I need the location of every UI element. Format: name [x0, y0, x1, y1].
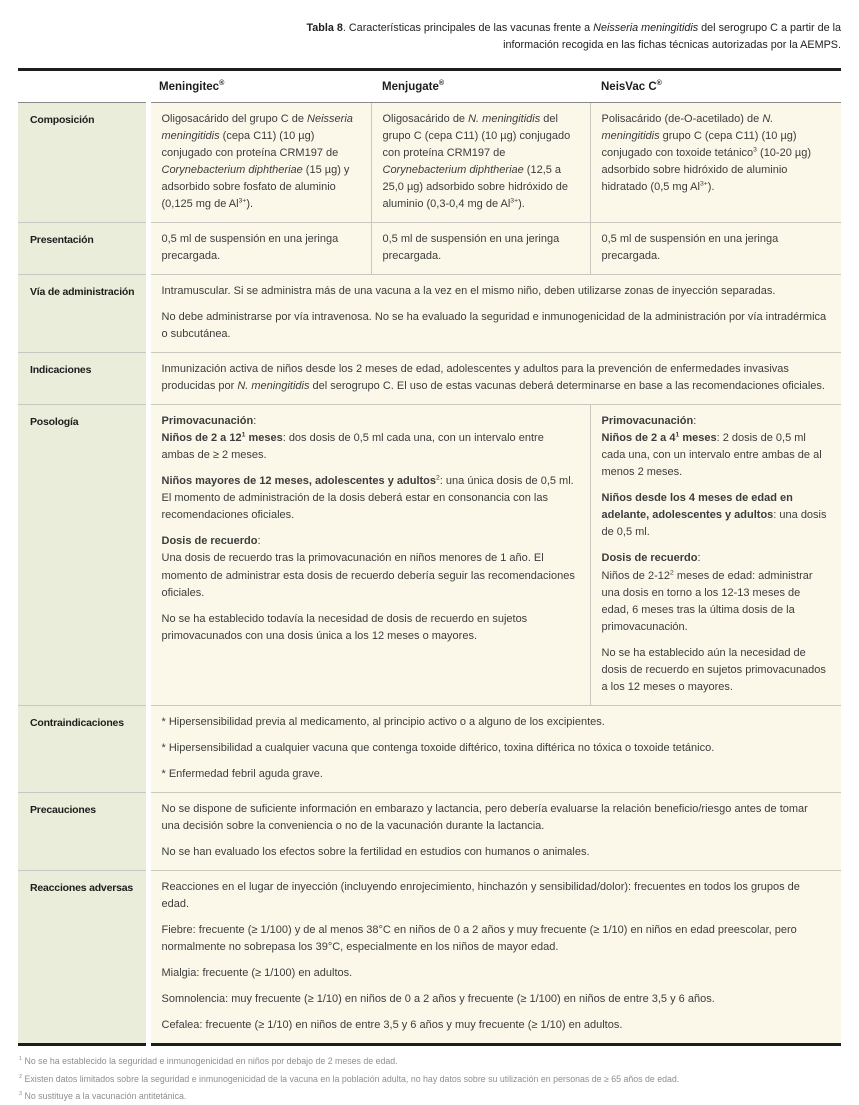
table-cell [148, 102, 371, 222]
table-title: Tabla 8. Características principales de las vacunas frente a Neisseria meningitidis del serogrupo C a partir de la información recogida en las fichas técnicas autorizadas por la AEMPS. [306, 22, 841, 52]
cell-paragraph: * Enfermedad febril aguda grave. [161, 767, 323, 780]
cell-paragraph: Oligosacárido del grupo C de Neisseria meningitidis (cepa C11) (10 µg) conjugado con proteína CRM197 de Corynebacterium diphtheriae (15 µg) y adsorbido sobre fosfato de aluminio (0,125 mg de $Al^{3+}$). [161, 112, 353, 210]
cell-paragraph: Niños mayores de 12 meses, adolescentes y adultos$^2$: una única dosis de 0,5 ml. El momento de administración de la dosis deberá estar en consonancia con las recomendaciones oficiales. [161, 474, 574, 522]
table-cell [148, 353, 841, 405]
row-label: Composición [18, 102, 148, 222]
row-label: Posología [18, 405, 148, 706]
column-header-menjugate: Menjugate® [371, 69, 590, 102]
table-cell [590, 222, 841, 274]
table-cell [148, 705, 841, 792]
header-row [18, 69, 841, 102]
table-cell [590, 405, 841, 706]
row-label: Presentación [18, 222, 148, 274]
footnote: $^3$ No sustituye a la vacunación antitetánica. [19, 1090, 187, 1101]
row-label: Vía de administración [18, 274, 148, 352]
cell-paragraph: 0,5 ml de suspensión en una jeringa precargada. [161, 232, 339, 262]
table-row [18, 353, 841, 405]
cell-paragraph: 0,5 ml de suspensión en una jeringa precargada. [382, 232, 560, 262]
table-row [18, 792, 841, 870]
table-cell [148, 792, 841, 870]
cell-paragraph: 0,5 ml de suspensión en una jeringa precargada. [601, 232, 779, 262]
table-cell [148, 222, 371, 274]
cell-paragraph: Primovacunación: Niños de 2 a $4^1$ meses: 2 dosis de 0,5 ml cada una, con un intervalo entre ambas de al menos 2 meses. [601, 415, 822, 479]
cell-paragraph: Niños desde los 4 meses de edad en adelante, adolescentes y adultos: una dosis de 0,5 ml. [601, 492, 827, 539]
cell-paragraph: Inmunización activa de niños desde los 2 meses de edad, adolescentes y adultos para la prevención de enfermedades invasivas producidas por N. meningitidis del serogrupo C. El uso de estas vacunas deberá determinarse en base a las recomendaciones oficiales. [161, 363, 825, 393]
table-cell [371, 102, 590, 222]
cell-paragraph: No debe administrarse por vía intravenosa. No se ha evaluado la seguridad e inmunogenicidad de la administración por vía intradérmica o subcutánea. [161, 310, 827, 340]
corner-cell [18, 69, 148, 102]
table-row [18, 871, 841, 1045]
table-header [18, 69, 841, 102]
cell-paragraph: Primovacunación: Niños de 2 a $12^1$ meses: dos dosis de 0,5 ml cada una, con un intervalo entre ambas de ≥ 2 meses. [161, 415, 544, 462]
cell-paragraph: No se ha establecido todavía la necesidad de dosis de recuerdo en sujetos primovacunados con una dosis única a los 12 meses o mayores. [161, 612, 528, 642]
row-label: Indicaciones [18, 353, 148, 405]
table-row [18, 705, 841, 792]
cell-paragraph: No se han evaluado los efectos sobre la fertilidad en estudios con humanos o animales. [161, 846, 590, 859]
cell-paragraph: Somnolencia: muy frecuente (≥ 1/10) en niños de 0 a 2 años y frecuente (≥ 1/100) en niños de entre 3,5 y 6 años. [161, 993, 715, 1006]
cell-paragraph: Fiebre: frecuente (≥ 1/100) y de al menos 38°C en niños de 0 a 2 años y muy frecuente (≥ 1/10) en niños en edad preescolar, pero normalmente no sobrepasa los 39°C, especialmente en los niños de mayor edad. [161, 924, 797, 954]
cell-paragraph: Dosis de recuerdo: Niños de $2-12^2$ meses de edad: administrar una dosis en torno a los 12-13 meses de edad, 6 meses tras la última dosis de la primovacunación. [601, 552, 813, 633]
column-header-meningitec: Meningitec® [148, 69, 371, 102]
footnotes [18, 1046, 841, 1104]
table-cell [148, 274, 841, 352]
cell-paragraph: Dosis de recuerdo: Una dosis de recuerdo tras la primovacunación en niños menores de 1 año. El momento de administrar esta dosis de recuerdo debería seguir las recomendaciones oficiales. [161, 535, 575, 599]
table-cell [590, 102, 841, 222]
footnote: $^1$ No se ha establecido la seguridad e inmunogenicidad en niños por debajo de 2 meses de edad. [19, 1056, 398, 1067]
cell-paragraph: No se dispone de suficiente información en embarazo y lactancia, pero debería evaluarse la relación beneficio/riesgo antes de tomar una decisión sobre la conveniencia o no de la vacunación durante la lactancia. [161, 802, 808, 833]
row-label: Reacciones adversas [18, 871, 148, 1045]
row-label: Precauciones [18, 792, 148, 870]
cell-paragraph: Cefalea: frecuente (≥ 1/10) en niños de entre 3,5 y 6 años y muy frecuente (≥ 1/10) en adultos. [161, 1019, 623, 1032]
cell-paragraph: Intramuscular. Si se administra más de una vacuna a la vez en el mismo niño, deben utilizarse zonas de inyección separadas. [161, 284, 776, 297]
cell-paragraph: Mialgia: frecuente (≥ 1/100) en adultos. [161, 967, 353, 980]
footnote: $^2$ Existen datos limitados sobre la seguridad e inmunogenicidad de la vacuna en la población adulta, no hay datos sobre su utilización en personas de ≥ 65 años de edad. [19, 1073, 680, 1084]
cell-paragraph: Oligosacárido de N. meningitidis del grupo C (cepa C11) (10 µg) conjugado con proteína CRM197 de Corynebacterium diphtheriae (12,5 a 25,0 µg) adsorbido sobre hidróxido de aluminio (0,3-0,4 mg de $Al^{3+}$). [382, 112, 571, 210]
cell-paragraph: Reacciones en el lugar de inyección (incluyendo enrojecimiento, hinchazón y sensibilidad/dolor): frecuentes en todos los grupos de edad. [161, 881, 800, 911]
vaccine-table [18, 68, 841, 1047]
cell-paragraph: * Hipersensibilidad previa al medicamento, al principio activo o a alguno de los excipientes. [161, 715, 605, 728]
table-row [18, 405, 841, 706]
table-row [18, 102, 841, 222]
table-cell [371, 222, 590, 274]
table-cell [148, 405, 590, 706]
cell-paragraph: * Hipersensibilidad a cualquier vacuna que contenga toxoide diftérico, toxina diftérica no tóxica o toxoide tetánico. [161, 741, 715, 754]
column-header-neisvac: NeisVac C® [590, 69, 841, 102]
table-row [18, 222, 841, 274]
table-cell [148, 871, 841, 1045]
cell-paragraph: No se ha establecido aún la necesidad de dosis de recuerdo en sujetos primovacunados a los 12 meses o mayores. [601, 646, 826, 693]
table-row [18, 274, 841, 352]
row-label: Contraindicaciones [18, 705, 148, 792]
cell-paragraph: Polisacárido (de-O-acetilado) de N. meningitidis grupo C (cepa C11) (10 µg) conjugado con toxoide tetánico$^3$ (10-20 µg) adsorbido sobre hidróxido de aluminio hidratado (0,5 mg $Al^{3+}$). [601, 112, 811, 193]
vaccine-table-body [18, 102, 841, 1045]
